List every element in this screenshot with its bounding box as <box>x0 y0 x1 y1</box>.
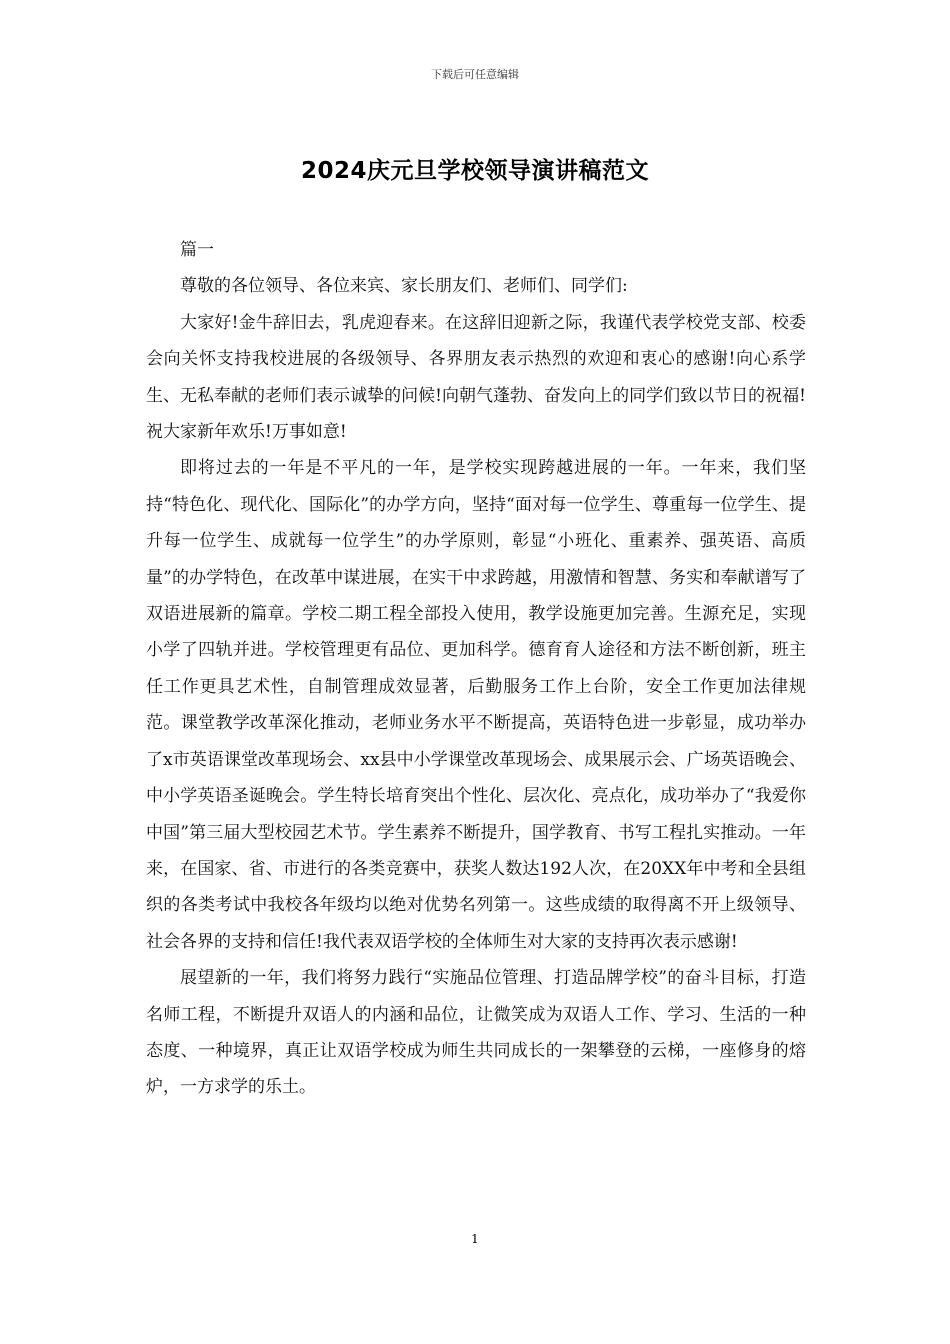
paragraph: 展望新的一年，我们将努力践行“实施品位管理、打造品牌学校”的奋斗目标，打造名师工程，不断提升双语人的内涵和品位，让微笑成为双语人工作、学习、生活的一种态度、一种境界，真正让双语学校成为师生共同成长的一架攀登的云梯，一座修身的熔炉，一方求学的乐土。 <box>146 968 806 1098</box>
page-number: 1 <box>471 1232 479 1246</box>
header-note: 下载后可任意编辑 <box>431 68 519 81</box>
document-body <box>146 232 806 1106</box>
page-title: 2024庆元旦学校领导演讲稿范文 <box>300 158 649 184</box>
section-label: 篇一 <box>180 240 214 260</box>
salutation: 尊敬的各位领导、各位来宾、家长朋友们、老师们、同学们: <box>180 276 628 297</box>
paragraph: 大家好!金牛辞旧去，乳虎迎春来。在这辞旧迎新之际，我谨代表学校党支部、校委会向关怀支持我校进展的各级领导、各界朋友表示热烈的欢迎和衷心的感谢!向心系学生、无私奉献的老师们表示诚挚的问候!向朝气蓬勃、奋发向上的同学们致以节日的祝福!祝大家新年欢乐!万事如意! <box>146 312 806 443</box>
paragraph: 即将过去的一年是不平凡的一年，是学校实现跨越进展的一年。一年来，我们坚持“特色化、现代化、国际化”的办学方向，坚持“面对每一位学生、尊重每一位学生、提升每一位学生、成就每一位学生”的办学原则，彰显“小班化、重素养、强英语、高质量”的办学特色，在改革中谋进展，在实干中求跨越，用激情和智慧、务实和奉献谱写了双语进展新的篇章。学校二期工程全部投入使用，教学设施更加完善。生源充足，实现小学了四轨并进。学校管理更有品位、更加科学。德育育人途径和方法不断创新，班主任工作更具艺术性，自制管理成效显著，后勤服务工作上台阶，安全工作更加法律规范。课堂教学改革深化推动，老师业务水平不断提高，英语特色进一步彰显，成功举办了x市英语课堂改革现场会、xx县中小学课堂改革现场会、成果展示会、广场英语晚会、中小学英语圣诞晚会。学生特长培育突出个性化、层次化、亮点化，成功举办了“我爱你中国”第三届大型校园艺术节。学生素养不断提升，国学教育、书写工程扎实推动。一年来，在国家、省、市进行的各类竞赛中，获奖人数达192人次，在20XX年中考和全县组织的各类考试中我校各年级均以绝对优势名列第一。这些成绩的取得离不开上级领导、社会各界的支持和信任!我代表双语学校的全体师生对大家的支持再次表示感谢! <box>146 458 806 952</box>
